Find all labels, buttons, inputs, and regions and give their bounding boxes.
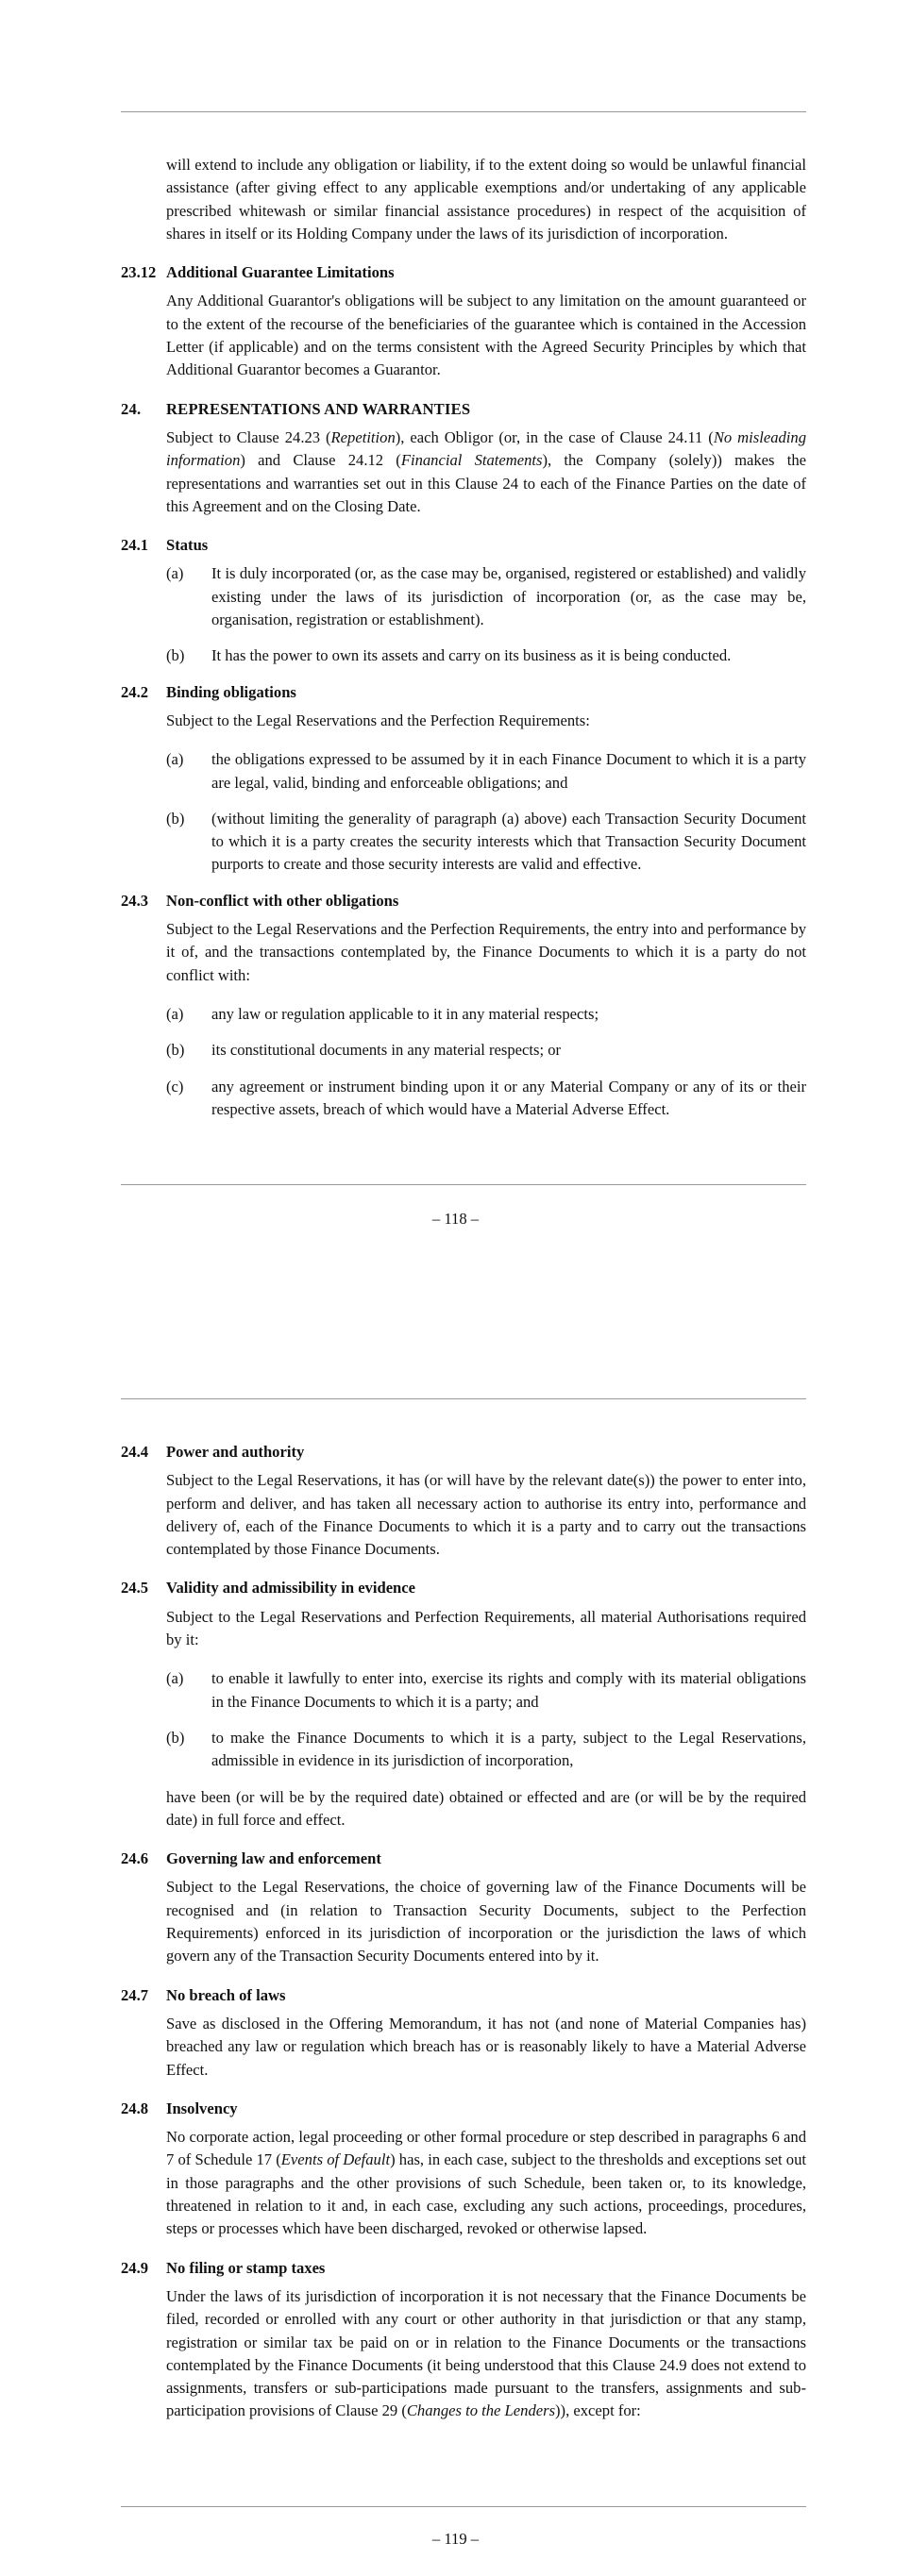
section-24-6-text: Subject to the Legal Reservations, the choice of governing law of the Finance Documents will be recognised and (in relation to Transaction Security Documents, subject to the Perfection Requirements) enforced in its jurisdiction of incorporation or the jurisdiction the laws of which govern any of the Transaction Security Documents entered into by it.	[166, 1878, 806, 1965]
section-24-9-text: Under the laws of its jurisdiction of incorporation it is not necessary that the Finance Documents be filed, recorded or enrolled with any court or other authority in that jurisdiction or that any stamp, registration or similar tax be paid on or in relation to the Finance Documents or the transactions contemplated by the Finance Documents (it being understood that this Clause 24.9 does not extend to assignments, transfers or sub-participations made pursuant to the transfers, assignments and sub-participation provisions of Clause 29 (Changes to the Lenders)), except for:	[166, 2286, 806, 2420]
section-24-8-text: No corporate action, legal proceeding or other formal procedure or step described in paragraphs 6 and 7 of Schedule 17 (Events of Default) has, in each case, subject to the thresholds and exceptions set out in those paragraphs and the other provisions of such Schedule, been taken or, to its knowledge, threatened in relation to it and, in each case, excluding any such actions, proceedings, procedures, steps or processes which have been discharged, revoked or otherwise lapsed.	[166, 2128, 806, 2238]
section-number: 24.1	[121, 536, 149, 555]
cross-reference: Financial Statements	[400, 451, 543, 470]
list-item	[166, 1039, 806, 1062]
section-number: 24.3	[121, 891, 149, 910]
list-item	[166, 1076, 806, 1122]
section-number: 24.6	[121, 1849, 149, 1868]
section-24-6-heading	[121, 1848, 806, 1870]
section-title: Non-conflict with other obligations	[166, 891, 399, 910]
page-119-content	[121, 1441, 806, 2439]
section-24-2-heading	[121, 681, 806, 704]
list-item	[166, 1003, 806, 1026]
section-number: 24.9	[121, 2258, 149, 2277]
section-23-12-heading	[121, 261, 806, 284]
section-24-3-heading	[121, 890, 806, 912]
list-item	[166, 748, 806, 795]
cross-reference: Events of Default	[280, 2150, 391, 2169]
item-label: (c)	[166, 1077, 184, 1096]
cross-reference: Changes to the Lenders	[406, 2401, 556, 2420]
section-24-2-intro: Subject to the Legal Reservations and the Perfection Requirements:	[166, 711, 590, 729]
section-24-3-intro: Subject to the Legal Reservations and the Perfection Requirements, the entry into and performance by it of, and the transactions contemplated by, the Finance Documents to which it is a party do not conflict with:	[166, 920, 806, 984]
page-119	[0, 1293, 911, 2576]
section-24-5-intro: Subject to the Legal Reservations and Perfection Requirements, all material Authorisations required by it:	[166, 1607, 806, 1649]
header-rule	[121, 111, 806, 112]
continued-paragraph: will extend to include any obligation or liability, if to the extent doing so would be unlawful financial assistance (after giving effect to any applicable exemptions and/or undertaking of any applicable prescribed whitewash or similar financial assistance procedures) in respect of the acquisition of shares in itself or its Holding Company under the laws of its jurisdiction of incorporation.	[166, 156, 806, 243]
section-title: No breach of laws	[166, 1985, 286, 2004]
item-label: (a)	[166, 750, 184, 769]
section-number: 24.4	[121, 1443, 149, 1461]
footer-rule	[121, 1184, 806, 1185]
clause-24-heading	[121, 398, 806, 421]
section-title: Validity and admissibility in evidence	[166, 1579, 416, 1597]
section-24-5-outro: have been (or will be by the required date) obtained or effected and are (or will be by the required date) in full force and effect.	[166, 1787, 806, 1829]
section-number: 24.2	[121, 682, 149, 701]
section-number: 24.5	[121, 1579, 149, 1597]
cross-reference: No misleading information	[166, 427, 806, 470]
section-24-4-heading	[121, 1441, 806, 1464]
section-title: Binding obligations	[166, 682, 296, 701]
item-text: It is duly incorporated (or, as the case may be, organised, registered or established) and validly existing under the laws of its jurisdiction of incorporation (or, as the case may be, organisation, registration or establishment).	[211, 564, 806, 629]
section-title: Status	[166, 536, 209, 555]
item-text: (without limiting the generality of paragraph (a) above) each Transaction Security Document to which it is a party creates the security interests which that Transaction Security Document purports to create and those security interests are valid and effective.	[211, 809, 806, 874]
section-24-7-text: Save as disclosed in the Offering Memorandum, it has not (and none of Material Companies has) breached any law or regulation which breach has or is reasonably likely to have a Material Adverse Effect.	[166, 2014, 806, 2079]
page-118-content	[121, 154, 806, 1134]
item-label: (a)	[166, 1669, 184, 1688]
item-label: (a)	[166, 1004, 184, 1023]
section-24-7-heading	[121, 1984, 806, 2007]
item-text: its constitutional documents in any material respects; or	[211, 1041, 562, 1060]
section-23-12-text: Any Additional Guarantor's obligations will be subject to any limitation on the amount guaranteed or to the extent of the recourse of the beneficiaries of the guarantee which is contained in the Accession Letter (if applicable) and on the terms consistent with the Agreed Security Principles by which that Additional Guarantor becomes a Guarantor.	[166, 292, 806, 379]
section-24-1-heading	[121, 534, 806, 557]
item-text: the obligations expressed to be assumed by it in each Finance Document to which it is a party are legal, valid, binding and enforceable obligations; and	[211, 750, 806, 792]
item-label: (b)	[166, 646, 185, 665]
cross-reference: Repetition	[330, 427, 396, 446]
section-24-9-heading	[121, 2257, 806, 2280]
section-24-8-heading	[121, 2098, 806, 2120]
page-number: – 118 –	[431, 1210, 480, 1228]
item-label: (b)	[166, 1041, 185, 1060]
item-label: (b)	[166, 1728, 185, 1747]
section-title: Additional Guarantee Limitations	[166, 263, 395, 282]
item-text: any agreement or instrument binding upon it or any Material Company or any of its or their respective assets, breach of which would have a Material Adverse Effect.	[211, 1077, 806, 1118]
section-title: Power and authority	[166, 1443, 305, 1461]
item-text: to make the Finance Documents to which it is a party, subject to the Legal Reservations, admissible in evidence in its jurisdiction of incorporation,	[211, 1728, 806, 1770]
section-number: 23.12	[121, 263, 157, 282]
page-number: – 119 –	[431, 2530, 480, 2548]
list-item	[166, 1667, 806, 1714]
item-label: (b)	[166, 809, 185, 828]
header-rule	[121, 1398, 806, 1399]
section-title: Insolvency	[166, 2099, 238, 2117]
clause-title: REPRESENTATIONS AND WARRANTIES	[166, 399, 471, 418]
item-text: It has the power to own its assets and carry on its business as it is being conducted.	[211, 646, 732, 665]
item-text: to enable it lawfully to enter into, exercise its rights and comply with its material obligations in the Finance Documents to which it is a party; and	[211, 1669, 806, 1711]
section-24-5-heading	[121, 1577, 806, 1599]
list-item	[166, 808, 806, 877]
section-number: 24.7	[121, 1985, 149, 2004]
section-24-4-text: Subject to the Legal Reservations, it has (or will have by the relevant date(s)) the power to enter into, perform and deliver, and has taken all necessary action to authorise its entry into, performance and delivery of, each of the Finance Documents to which it is a party and to carry out the transactions contemplated by those Finance Documents.	[166, 1471, 806, 1559]
section-title: No filing or stamp taxes	[166, 2258, 326, 2277]
clause-24-intro: Subject to Clause 24.23 (Repetition), each Obligor (or, in the case of Clause 24.11 (No misleading information) and Clause 24.12 (Financial Statements), the Company (solely)) makes the representations and warranties set out in this Clause 24 to each of the Finance Parties on the date of this Agreement and on the Closing Date.	[166, 427, 807, 515]
footer-rule	[121, 2506, 806, 2507]
list-item	[166, 644, 806, 667]
clause-number: 24.	[121, 399, 142, 418]
list-item	[166, 562, 806, 631]
item-label: (a)	[166, 564, 184, 583]
section-number: 24.8	[121, 2099, 149, 2117]
section-title: Governing law and enforcement	[166, 1849, 381, 1868]
list-item	[166, 1727, 806, 1773]
item-text: any law or regulation applicable to it in any material respects;	[211, 1004, 599, 1023]
